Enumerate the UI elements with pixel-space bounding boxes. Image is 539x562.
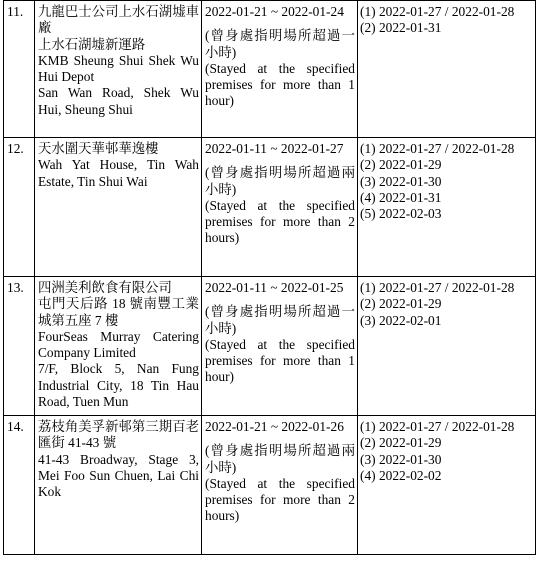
dates-cell [358, 416, 536, 555]
premises-document [3, 0, 534, 555]
period-cell [202, 277, 358, 416]
stay-note-en: (Stayed at the specified premises for more than 1 hour) [205, 60, 359, 109]
address-zh-line2: 上水石湖墟新運路 [38, 36, 146, 52]
address-zh-line2: 屯門天后路 18 號南豐工業城第五座 7 樓 [38, 296, 199, 328]
address-cell [35, 277, 202, 416]
stay-note-en: (Stayed at the specified premises for more than 1 hour) [205, 336, 359, 385]
row-number: 14. [4, 416, 35, 555]
date-item: (3) 2022-01-30 [360, 173, 442, 189]
date-item: (2) 2022-01-29 [360, 157, 442, 173]
address-zh: 四洲美利飲食有限公司 [38, 280, 172, 295]
date-item: (1) 2022-01-27 / 2022-01-28 [360, 141, 515, 156]
date-item: (3) 2022-02-01 [360, 312, 442, 328]
period-range: 2022-01-21 ~ 2022-01-26 [205, 419, 344, 434]
address-zh: 荔枝角美孚新邨第三期百老匯街 41-43 號 [38, 419, 199, 451]
period-cell [202, 416, 358, 555]
row-number: 11. [4, 1, 35, 138]
date-item: (2) 2022-01-29 [360, 296, 442, 312]
stay-note-zh: (曾身處指明場所超過兩小時) [205, 165, 355, 197]
table-row [4, 138, 536, 277]
date-item: (2) 2022-01-31 [360, 20, 442, 36]
stay-note-en: (Stayed at the specified premises for more than 2 hours) [205, 197, 359, 246]
address-cell [35, 1, 202, 138]
address-zh: 九龍巴士公司上水石湖墟車廠 [38, 4, 199, 36]
table-row [4, 1, 536, 138]
address-en-line2: 7/F, Block 5, Nan Fung Industrial City, 18 Tin Hau Road, Tuen Mun [38, 361, 203, 410]
row-number: 12. [4, 138, 35, 277]
address-cell [35, 138, 202, 277]
stay-note-zh: (曾身處指明場所超過一小時) [205, 304, 355, 336]
premises-table [3, 0, 536, 555]
date-item: (4) 2022-02-02 [360, 467, 442, 483]
dates-cell [358, 138, 536, 277]
period-range: 2022-01-11 ~ 2022-01-27 [205, 141, 344, 156]
date-item: (1) 2022-01-27 / 2022-01-28 [360, 4, 515, 19]
period-range: 2022-01-21 ~ 2022-01-24 [205, 4, 344, 19]
address-en: KMB Sheung Shui Shek Wu Hui Depot [38, 52, 203, 85]
address-en-line2: San Wan Road, Shek Wu Hui, Sheung Shui [38, 85, 203, 117]
address-zh: 天水圍天華邨華逸樓 [38, 141, 159, 156]
date-item: (2) 2022-01-29 [360, 435, 442, 451]
date-item: (4) 2022-01-31 [360, 189, 442, 205]
address-cell [35, 416, 202, 555]
dates-cell [358, 1, 536, 138]
period-cell [202, 1, 358, 138]
stay-note-en: (Stayed at the specified premises for more than 2 hours) [205, 475, 359, 524]
date-item: (1) 2022-01-27 / 2022-01-28 [360, 419, 515, 434]
address-en: 41-43 Broadway, Stage 3, Mei Foo Sun Chuen, Lai Chi Kok [38, 451, 203, 500]
stay-note-zh: (曾身處指明場所超過一小時) [205, 28, 355, 60]
address-en: Wah Yat House, Tin Wah Estate, Tin Shui Wai [38, 157, 203, 189]
table-row [4, 277, 536, 416]
period-cell [202, 138, 358, 277]
date-item: (3) 2022-01-30 [360, 451, 442, 467]
period-range: 2022-01-11 ~ 2022-01-25 [205, 280, 344, 295]
dates-cell [358, 277, 536, 416]
row-number: 13. [4, 277, 35, 416]
address-en: FourSeas Murray Catering Company Limited [38, 328, 203, 361]
date-item: (5) 2022-02-03 [360, 206, 442, 222]
date-item: (1) 2022-01-27 / 2022-01-28 [360, 280, 515, 295]
stay-note-zh: (曾身處指明場所超過兩小時) [205, 443, 355, 475]
table-row [4, 416, 536, 555]
